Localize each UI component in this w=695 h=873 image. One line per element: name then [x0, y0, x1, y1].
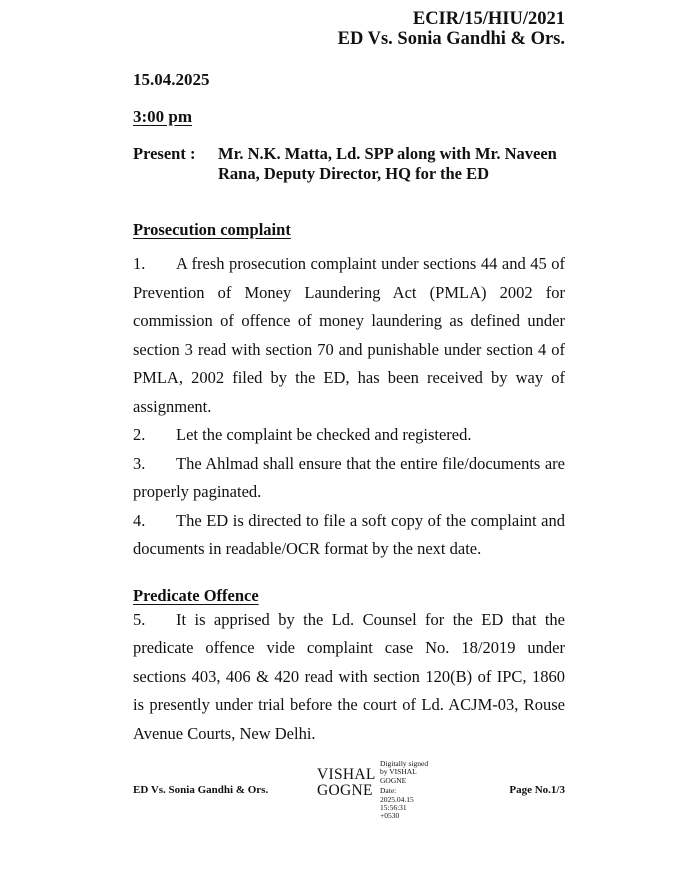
paragraph-2-text: Let the complaint be checked and registered. — [176, 425, 472, 444]
present-label: Present : — [133, 144, 196, 163]
signature-details-line: Date: — [380, 786, 397, 796]
signature-details-line: GOGNE — [380, 775, 407, 785]
signature-details-line: Digitally signed — [380, 759, 429, 768]
hearing-date: 15.04.2025 — [133, 70, 210, 89]
digital-signature-name: VISHAL GOGNE — [317, 766, 376, 799]
document-header — [0, 0, 695, 49]
hearing-time: 3:00 pm — [133, 107, 193, 126]
present-row — [133, 144, 565, 183]
footer-page-number: Page No.1/3 — [509, 784, 565, 796]
signature-details-line: +0530 — [380, 811, 400, 821]
paragraph-5 — [133, 606, 565, 749]
document-body — [133, 70, 565, 748]
section-heading-prosecution-complaint: Prosecution complaint — [133, 220, 291, 239]
signature-details-line: by VISHAL — [380, 767, 417, 777]
footer-case-title: ED Vs. Sonia Gandhi & Ors. — [133, 784, 269, 796]
section-predicate-offence — [133, 586, 565, 749]
paragraph-4-text: The ED is directed to file a soft copy of the complaint and documents in readable/OCR format by the next date. — [133, 510, 565, 558]
paragraph-4 — [133, 507, 565, 564]
signature-details-line: 15:56:31 — [380, 803, 407, 813]
paragraph-5-number: 5. — [133, 609, 146, 629]
paragraph-2-number: 2. — [133, 425, 146, 444]
case-title: ED Vs. Sonia Gandhi & Ors. — [337, 29, 565, 49]
paragraph-3 — [133, 450, 565, 507]
paragraph-2 — [133, 421, 565, 450]
paragraph-5-text: It is apprised by the Ld. Counsel for the ED that the predicate offence vide complaint case No. 18/2019 under sections 403, 406 & 420 read with section 120(B) of IPC, 1860 is presently under trial before the court of Ld. ACJM-03, Rouse Avenue Courts, New Delhi. — [133, 609, 565, 743]
paragraph-4-number: 4. — [133, 510, 146, 530]
paragraph-3-text: The Ahlmad shall ensure that the entire file/documents are properly paginated. — [133, 453, 565, 501]
paragraph-1-number: 1. — [133, 254, 146, 273]
paragraph-1-text: A fresh prosecution complaint under sections 44 and 45 of Prevention of Money Laundering Act (PMLA) 2002 for commission of offence of money laundering as defined under section 3 read with section 70 and punishable under section 4 of PMLA, 2002 filed by the ED, has been received by way of assignment. — [133, 254, 565, 416]
document-footer — [0, 756, 695, 826]
case-number: ECIR/15/HIU/2021 — [412, 9, 565, 29]
paragraph-1 — [133, 250, 565, 421]
section-prosecution-complaint — [133, 220, 565, 564]
signature-details-line: 2025.04.15 — [380, 794, 414, 804]
present-value: Mr. N.K. Matta, Ld. SPP along with Mr. Naveen Rana, Deputy Director, HQ for the ED — [218, 144, 557, 183]
paragraph-3-number: 3. — [133, 453, 146, 473]
section-heading-predicate-offence: Predicate Offence — [133, 585, 259, 605]
digital-signature-details — [380, 760, 450, 821]
